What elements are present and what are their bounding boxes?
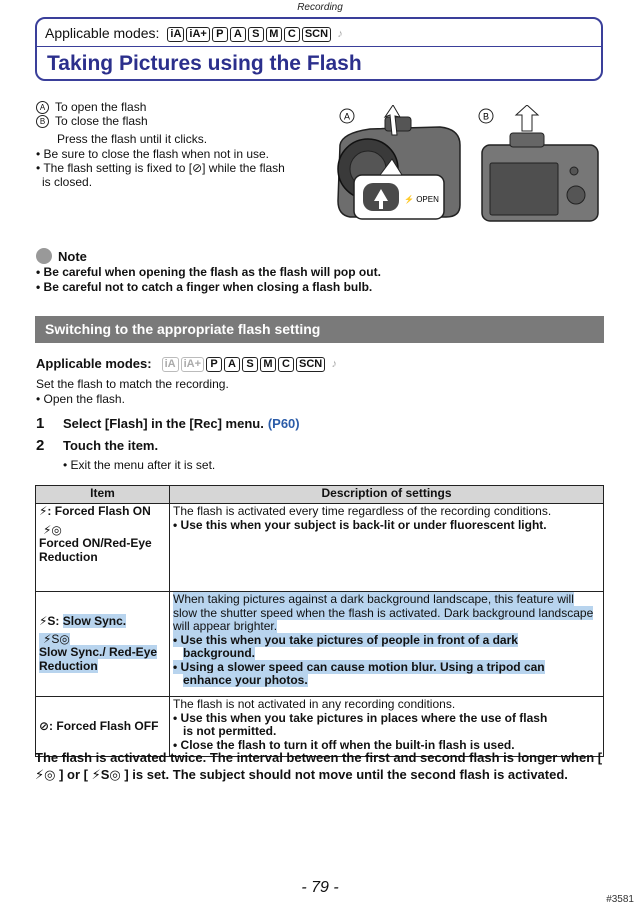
item-cell: [36, 504, 170, 592]
arrow-down-icon: [516, 105, 538, 131]
mode-c-icon: C: [284, 27, 300, 42]
close-flash-line: [36, 114, 148, 128]
open-flash-text: To open the flash: [55, 100, 147, 114]
desc-text: The flash is activated every time regardless of the recording conditions.: [173, 504, 552, 518]
note-line-2: • Be careful not to catch a finger when closing a flash bulb.: [36, 280, 373, 294]
mode-scn-icon: SCN: [302, 27, 331, 42]
final-text-1: The flash is activated twice. The interval between the first and second flash is longer when [: [35, 750, 603, 765]
item-cell: [36, 697, 170, 757]
table-row: [36, 504, 604, 592]
figure-b-label: B: [482, 111, 490, 122]
marker-a-icon: A: [36, 101, 49, 114]
desc-bullet-cont: is not permitted.: [183, 724, 277, 738]
mode-creative-icon: ♪: [337, 28, 343, 40]
forced-red-eye-icon: ⚡◎: [43, 522, 62, 537]
note-heading: [36, 248, 87, 264]
mode-scn-icon: SCN: [296, 357, 325, 372]
slow-sync-line: [39, 615, 166, 629]
mode-ia-plus-icon: iA+: [181, 357, 204, 372]
step-1: [36, 415, 300, 432]
col-item-header: Item: [36, 486, 170, 504]
desc-bullet: • Close the flash to turn it off when the built-in flash is used.: [173, 737, 515, 752]
item-cell: [36, 592, 170, 697]
mode-a-icon: A: [230, 27, 246, 42]
press-flash-text: Press the flash until it clicks.: [57, 132, 208, 146]
slow-sync-red-eye-icon: ⚡S◎: [91, 767, 121, 782]
camera-b-dial: [567, 186, 585, 204]
slow-sync-icon: ⚡S:: [39, 614, 60, 628]
desc-cell: [170, 504, 604, 592]
mode-a-icon: A: [224, 357, 240, 372]
desc-bullet: • Use this when your subject is back-lit or under fluorescent light.: [173, 517, 547, 532]
step-1-number: 1: [36, 415, 45, 432]
note-label: Note: [58, 248, 87, 264]
note-icon: [36, 248, 52, 264]
modes-label: Applicable modes:: [45, 25, 160, 41]
close-flash-text: To close the flash: [55, 114, 148, 128]
camera-b-figure: [479, 105, 598, 221]
flash-off-icon: ⊘: [192, 161, 203, 175]
desc-bullet: • Use this when you take pictures of people in front of a dark: [173, 632, 518, 647]
red-eye-icon: ⚡◎: [35, 767, 56, 782]
step-2-text: Touch the item.: [63, 438, 159, 453]
col-desc-header: Description of settings: [170, 486, 604, 504]
mode-icons-2: [160, 354, 342, 372]
step-2-number: 2: [36, 437, 45, 454]
flash-settings-table: [35, 485, 604, 757]
bullet-flash-fixed-part2: ] while the flash: [202, 161, 285, 175]
slow-sync-red-eye-icon: ⚡S◎: [39, 633, 70, 647]
watermark: #3581: [606, 894, 634, 905]
bullet-flash-fixed-cont: is closed.: [42, 175, 93, 189]
desc-bullet-cont: background.: [183, 646, 256, 660]
desc-bullet: • Using a slower speed can cause motion blur. Using a tripod can: [173, 659, 545, 674]
slow-sync-label: Slow Sync.: [62, 614, 127, 628]
desc-cell: [170, 697, 604, 757]
camera-a-figure: [338, 105, 460, 219]
page-title: Taking Pictures using the Flash: [47, 52, 362, 75]
modes-label-2: Applicable modes:: [36, 355, 152, 371]
step-1-text: Select [Flash] in the [Rec] menu.: [63, 416, 264, 431]
desc-bullet-cont: enhance your photos.: [183, 673, 308, 687]
step-1-page-link[interactable]: (P60): [267, 416, 300, 431]
slow-sync-red-eye-label: Slow Sync./ Red-Eye Reduction: [39, 645, 158, 673]
forced-flash-on-label: ⚡: Forced Flash ON: [39, 504, 151, 518]
table-row: [36, 697, 604, 757]
table-header-row: [36, 486, 604, 504]
mode-ia-plus-icon: iA+: [186, 27, 209, 42]
mode-s-icon: S: [248, 27, 264, 42]
mode-p-icon: P: [212, 27, 228, 42]
applicable-modes-section: [36, 354, 341, 372]
camera-illustration: [330, 105, 605, 240]
applicable-modes-header: [45, 24, 347, 42]
bullet-flash-fixed-part1: • The flash setting is fixed to [: [36, 161, 193, 175]
mode-s-icon: S: [242, 357, 258, 372]
mode-creative-icon: ♪: [331, 358, 337, 370]
open-label: ⚡ OPEN: [404, 195, 439, 204]
camera-a-flash: [385, 117, 411, 131]
open-flash-line: [36, 100, 146, 114]
bullet-flash-fixed: [36, 161, 285, 175]
mode-ia-icon: iA: [167, 27, 184, 42]
camera-b-button: [570, 167, 578, 175]
exit-menu-text: • Exit the menu after it is set.: [63, 458, 216, 472]
mode-icons: [165, 24, 347, 42]
set-flash-text: Set the flash to match the recording.: [36, 377, 229, 391]
section-heading: Switching to the appropriate flash setting: [35, 316, 604, 343]
page-number: - 79 -: [301, 879, 339, 896]
mode-m-icon: M: [266, 27, 282, 42]
forced-red-eye-label: Forced ON/Red-Eye Reduction: [39, 536, 152, 564]
table-row: [36, 592, 604, 697]
mode-p-icon: P: [206, 357, 222, 372]
title-box: [35, 17, 603, 81]
camera-b-flash: [510, 133, 544, 147]
final-text-2: ] or [: [55, 767, 92, 782]
step-2: [36, 437, 158, 454]
camera-b-screen: [490, 163, 558, 215]
mode-c-icon: C: [278, 357, 294, 372]
final-text-3: ] is set. The subject should not move until the second flash is activated.: [120, 767, 568, 782]
desc-cell: [170, 592, 604, 697]
desc-text: When taking pictures against a dark background landscape, this feature will slow the shutter speed when the flash is activated. Dark background landscape will appear brighter.: [173, 592, 594, 633]
open-flash-bullet: • Open the flash.: [36, 392, 125, 406]
figure-a-label: A: [343, 111, 351, 122]
flash-twice-paragraph: [35, 749, 605, 783]
bullet-close-when-not-used: • Be sure to close the flash when not in use.: [36, 147, 270, 161]
marker-b-icon: B: [36, 115, 49, 128]
desc-bullet: • Use this when you take pictures in places where the use of flash: [173, 710, 548, 725]
mode-m-icon: M: [260, 357, 276, 372]
note-line-1: • Be careful when opening the flash as the flash will pop out.: [36, 265, 381, 279]
forced-flash-off-label: ⊘: Forced Flash OFF: [39, 718, 159, 733]
section-label: Recording: [297, 2, 343, 13]
desc-text: The flash is not activated in any recording conditions.: [173, 697, 456, 711]
title-divider: [37, 46, 601, 47]
mode-ia-icon: iA: [162, 357, 179, 372]
